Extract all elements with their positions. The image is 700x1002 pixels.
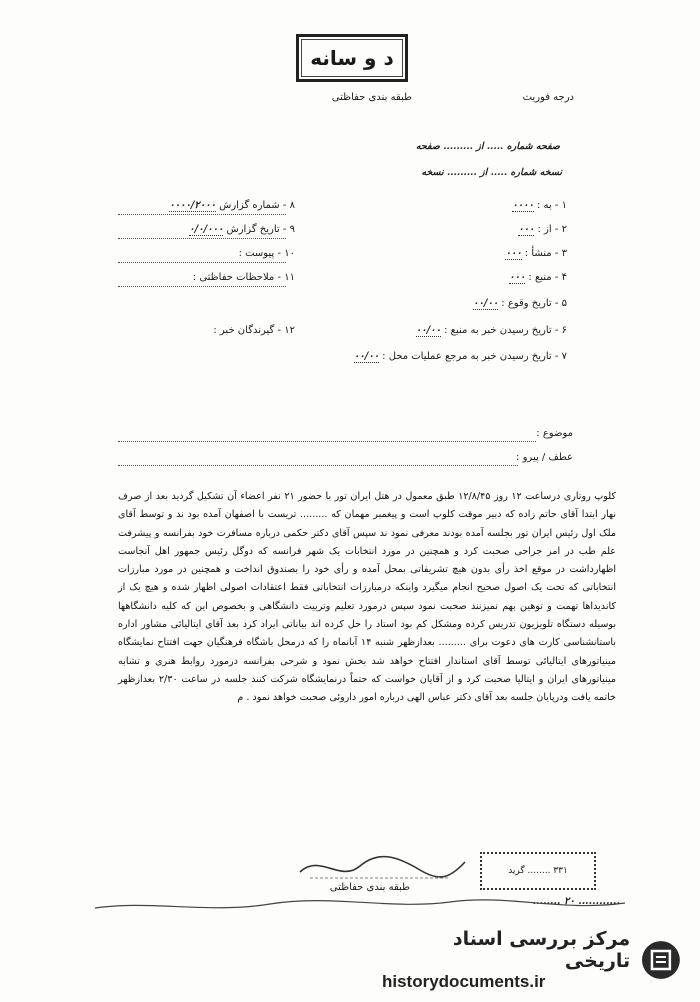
body-paragraph: کلوپ روتاری درساعت ۱۲ روز ۱۲/۸/۴۵ طبق معمول در هتل ایران تور با حضور ۲۱ نفر اعضاء آن تشکیل گردید بعد از صرف نهار ابتدا آقای حاتم زاده که دبیر موقت کلوپ است و پیغمبر مهمان که ......... تریست با اصفهان آمده بود ند و توسط آقای ملک اول رئیس ایران تور بجلسه آمده بودند معرفی نمود ند سپس آقای دکتر حکمی درباره مسافرت خود بفرانسه و پیشرفت علم طب در امر جراحی صحبت کرد و همچنین در مورد انتخابات یک شهر فرانسه که دوگل رئیس جمهور اهل آنجاست اظهارداشت در موقع اخذ رأی بدون هیچ تشریفاتی بمحل آمده و رأی خود را بصندوق انداخت و همچنین در مورد مبارزات انتخاباتی که تحت یک اصول صحیح انجام میگیرد واینکه درمبارزات انتخاباتی فقط اعتقادات اصولی اظهار شده و هیچ یک از کاندیداها تهمت و توهین بهم نمیزنند صحبت نمود سپس درمورد تعلیم وتربیت دانشگاهی و بخصوص این که کلیه دانشگاهها بوسیله دستگاه تلویزیون تدریس کرده ومشکل کم بود استاد را حل کرده اند بیاناتی ایراد کرد بعد آقای ایتالیائی مشاور اداره باستانشناسی کارت های دعوت برای ......... بعدازظهر شنبه ۱۴ آبانماه را که درمحل باشگاه فرهنگیان جهت افتتاح نمایشگاه مینیاتورهای ایتالیائی توسط آقای استاندار افتتاح خواهد شد بخش نمود و شرحی بفرانسه درمورد روابط هنری و تشابه مینیاتورهای ایران و ایتالیا صحبت کرد و از آقایان خواست که حتماً درنمایشگاه شرکت کنند جلسه در ساعت ۲/۳۰ بعدازظهر خاتمه یافت ودرپایان جلسه بعد آقای دکتر عباس الهی درباره امور داروئی صحبت خواهد نمود . م [118, 491, 616, 704]
field-recipients [210, 325, 295, 336]
document-title: د و سانه [310, 46, 394, 70]
field-label: ۷ - تاریخ رسیدن خبر به مرجع عملیات محل : [382, 351, 567, 362]
footer-handwritten-note: ............ ۲۰ ........ [532, 896, 620, 907]
field-line [118, 286, 286, 287]
field-label: ۳ - منشأ : [524, 248, 567, 259]
field-label: ۱۱ - ملاحظات حفاظتی : [192, 272, 295, 283]
field-value: ۰۰/۰۰ [415, 325, 441, 336]
field-to [512, 200, 567, 212]
archive-logo-icon [640, 939, 682, 981]
subject-line [118, 441, 536, 442]
field-value: ۰/۰/۰۰۰ [189, 224, 224, 235]
report-body [118, 488, 616, 708]
field-security-notes [190, 272, 295, 283]
field-label: ۴ - منبع : [528, 272, 567, 283]
field-report-number [169, 200, 295, 212]
registry-stamp-text: ۳۳۱ ........ گرید [508, 866, 568, 876]
field-value: ۰۰/۰۰ [472, 298, 499, 309]
field-label: ۸ - شماره گزارش [219, 200, 295, 211]
field-report-date [189, 224, 295, 236]
priority-label: درجه فوریت [522, 92, 574, 103]
field-source-received-date [416, 325, 567, 337]
archive-watermark [382, 930, 682, 990]
field-from [518, 224, 567, 236]
field-label: ۵ - تاریخ وقوع : [501, 298, 567, 309]
copy-number-line: نسخه شماره ..... از ......... نسخه [421, 167, 562, 178]
watermark-text [382, 928, 630, 992]
field-occurrence-date [473, 298, 567, 310]
registry-stamp [480, 852, 596, 890]
page-number-line: صفحه شماره ..... از ......... صفحه [415, 141, 560, 152]
field-label: ۱ - به : [536, 200, 567, 211]
field-attachment [235, 248, 295, 259]
watermark-title: مرکز بررسی اسناد تاریخی [452, 928, 631, 972]
field-line [118, 214, 286, 215]
field-authority-received-date [354, 351, 567, 363]
field-origin [505, 248, 567, 260]
ref-line [118, 465, 518, 466]
classification-label: طبقه بندی حفاظتی [331, 92, 412, 103]
field-value: ۰۰۰۰/۲۰۰۰ [169, 200, 216, 211]
field-label: ۱۲ - گیرندگان خبر : [213, 325, 295, 336]
footer-scribble-icon [90, 894, 630, 918]
field-value: ۰۰۰۰ [512, 200, 534, 211]
field-line [118, 262, 286, 263]
ref-label: عطف / پیرو : [516, 452, 573, 463]
field-value: ۰۰۰ [518, 224, 535, 235]
field-label: ۶ - تاریخ رسیدن خبر به منبع : [444, 325, 567, 336]
field-value: ۰۰۰ [509, 272, 526, 283]
field-line [118, 238, 286, 239]
document-title-stamp [296, 34, 408, 82]
subject-label: موضوع : [536, 428, 573, 439]
field-label: ۲ - از : [537, 224, 567, 235]
field-value: ۰۰۰ [505, 248, 522, 259]
watermark-url: historydocuments.ir [382, 972, 546, 991]
footer-classification-label: طبقه بندی حفاظتی [329, 882, 410, 893]
field-value: ۰۰/۰۰ [353, 351, 379, 362]
field-label: ۹ - تاریخ گزارش [226, 224, 295, 235]
field-label: ۱۰ - پیوست : [238, 248, 295, 259]
field-source [509, 272, 567, 284]
